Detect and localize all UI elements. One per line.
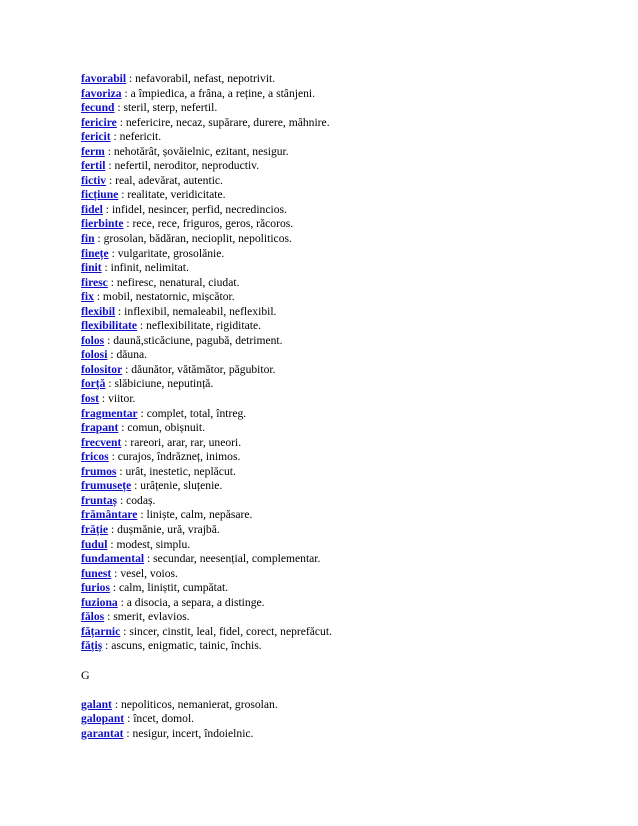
- entry-word-link[interactable]: fertil: [81, 159, 106, 173]
- entry-separator: :: [118, 421, 128, 435]
- entry-definition: infidel, nesincer, perfid, necredincios.: [111, 202, 287, 216]
- entry-definition: a împiedica, a frâna, a reține, a stânjeni.: [130, 86, 316, 100]
- entry-word-link[interactable]: fericit: [81, 130, 111, 144]
- entry-separator: :: [118, 188, 128, 202]
- dictionary-entry: [81, 523, 601, 538]
- dictionary-entry: [81, 392, 601, 407]
- entry-word-link[interactable]: ferm: [81, 144, 105, 158]
- entry-definition: nefericire, necaz, supărare, durere, mâhnire.: [125, 115, 330, 129]
- dictionary-entry: [81, 465, 601, 480]
- entry-separator: :: [109, 581, 120, 595]
- entry-word-link[interactable]: galopant: [81, 712, 125, 726]
- dictionary-entry: [81, 377, 601, 392]
- entry-separator: :: [121, 86, 131, 100]
- entry-separator: :: [123, 726, 133, 740]
- dictionary-entry: [81, 639, 601, 654]
- entry-word-link[interactable]: funest: [81, 566, 112, 580]
- dictionary-entry: [81, 290, 601, 305]
- entry-word-link[interactable]: fruntaș: [81, 493, 118, 507]
- entry-separator: :: [116, 115, 126, 129]
- entry-separator: :: [104, 610, 114, 624]
- entry-separator: :: [94, 232, 104, 246]
- entry-separator: :: [108, 450, 118, 464]
- entry-definition: viitor.: [108, 392, 136, 406]
- entry-definition: încet, domol.: [133, 712, 195, 726]
- entry-word-link[interactable]: fălos: [81, 610, 105, 624]
- dictionary-entry: [81, 217, 601, 232]
- dictionary-entry: [81, 276, 601, 291]
- entry-word-link[interactable]: fățiș: [81, 639, 103, 653]
- entry-separator: :: [107, 348, 117, 362]
- entry-word-link[interactable]: favoriza: [81, 86, 122, 100]
- entry-definition: comun, obișnuit.: [127, 421, 206, 435]
- entry-definition: realitate, veridicitate.: [127, 188, 226, 202]
- entry-definition: ascuns, enigmatic, tainic, închis.: [111, 639, 262, 653]
- dictionary-entry: [81, 72, 601, 87]
- entry-separator: :: [105, 377, 115, 391]
- entry-separator: :: [108, 246, 118, 260]
- entry-definition: nesigur, incert, îndoielnic.: [132, 726, 254, 740]
- dictionary-entry: [81, 203, 601, 218]
- dictionary-entry: [81, 261, 601, 276]
- entry-word-link[interactable]: fragmentar: [81, 406, 138, 420]
- entry-separator: :: [144, 552, 154, 566]
- entry-separator: :: [137, 508, 147, 522]
- entry-separator: :: [102, 202, 112, 216]
- entry-separator: :: [117, 493, 127, 507]
- dictionary-entry: [81, 581, 601, 596]
- entry-word-link[interactable]: ficțiune: [81, 188, 119, 202]
- entry-word-link[interactable]: forță: [81, 377, 106, 391]
- entry-separator: :: [99, 392, 109, 406]
- entry-word-link[interactable]: fidel: [81, 202, 103, 216]
- entry-separator: :: [104, 333, 114, 347]
- entry-separator: :: [123, 217, 133, 231]
- entry-word-link[interactable]: fundamental: [81, 552, 145, 566]
- section-g: [81, 698, 601, 742]
- entry-word-link[interactable]: fix: [81, 290, 94, 304]
- entry-word-link[interactable]: folos: [81, 333, 105, 347]
- entry-word-link[interactable]: frământare: [81, 508, 138, 522]
- entry-word-link[interactable]: favorabil: [81, 72, 127, 85]
- entry-word-link[interactable]: flexibilitate: [81, 319, 138, 333]
- entry-word-link[interactable]: frumos: [81, 464, 117, 478]
- dictionary-entry: [81, 174, 601, 189]
- dictionary-entry: [81, 421, 601, 436]
- dictionary-entry: [81, 610, 601, 625]
- section-letter-heading: G: [81, 668, 90, 683]
- entry-separator: :: [101, 261, 111, 275]
- entry-separator: :: [115, 304, 125, 318]
- entry-word-link[interactable]: folosi: [81, 348, 108, 362]
- entry-word-link[interactable]: frapant: [81, 421, 119, 435]
- entry-definition: sincer, cinstit, leal, fidel, corect, neprefăcut.: [129, 624, 332, 638]
- dictionary-entry: [81, 247, 601, 262]
- entry-definition: rece, rece, friguros, geros, răcoros.: [132, 217, 294, 231]
- dictionary-entry: [81, 145, 601, 160]
- dictionary-entry: [81, 698, 601, 713]
- entry-separator: :: [111, 697, 121, 711]
- entry-separator: :: [107, 537, 117, 551]
- entry-word-link[interactable]: frumusețe: [81, 479, 132, 493]
- entry-separator: :: [106, 173, 116, 187]
- entry-definition: dușmănie, ură, vrajbă.: [117, 522, 220, 536]
- entry-word-link[interactable]: fictiv: [81, 173, 107, 187]
- entry-word-link[interactable]: galant: [81, 697, 112, 711]
- entry-definition: inflexibil, nemaleabil, neflexibil.: [124, 304, 277, 318]
- entry-word-link[interactable]: frăție: [81, 522, 109, 536]
- entry-definition: mobil, nestatornic, mișcător.: [102, 290, 235, 304]
- section-f: [81, 72, 601, 654]
- entry-definition: nefertil, neroditor, neproductiv.: [114, 159, 260, 173]
- entry-separator: :: [107, 275, 117, 289]
- entry-definition: dăunător, vătămător, păgubitor.: [131, 362, 276, 376]
- entry-definition: secundar, neesențial, complementar.: [153, 552, 321, 566]
- entry-word-link[interactable]: flexibil: [81, 304, 116, 318]
- entry-word-link[interactable]: fricos: [81, 450, 109, 464]
- entry-separator: :: [117, 595, 127, 609]
- entry-definition: steril, sterp, nefertil.: [123, 101, 218, 115]
- dictionary-entry: [81, 348, 601, 363]
- entry-separator: :: [137, 406, 147, 420]
- entry-word-link[interactable]: finețe: [81, 246, 109, 260]
- entry-word-link[interactable]: finit: [81, 261, 102, 275]
- dictionary-entry: [81, 130, 601, 145]
- dictionary-entry: [81, 407, 601, 422]
- entry-word-link[interactable]: garantat: [81, 726, 124, 740]
- entry-definition: rareori, arar, rar, uneori.: [130, 435, 242, 449]
- entry-separator: :: [126, 72, 136, 85]
- entry-separator: :: [104, 144, 114, 158]
- entry-word-link[interactable]: fudul: [81, 537, 108, 551]
- dictionary-entry: [81, 479, 601, 494]
- dictionary-entry: [81, 508, 601, 523]
- entry-definition: slăbiciune, neputință.: [114, 377, 214, 391]
- dictionary-entry: [81, 334, 601, 349]
- entry-separator: :: [105, 159, 115, 173]
- dictionary-entry: [81, 552, 601, 567]
- entry-word-link[interactable]: fierbinte: [81, 217, 124, 231]
- dictionary-entry: [81, 567, 601, 582]
- entry-separator: :: [137, 319, 147, 333]
- dictionary-entry: [81, 450, 601, 465]
- entry-word-link[interactable]: folositor: [81, 362, 123, 376]
- entry-word-link[interactable]: fericire: [81, 115, 117, 129]
- dictionary-entry: [81, 188, 601, 203]
- entry-definition: modest, simplu.: [116, 537, 191, 551]
- entry-separator: :: [124, 712, 134, 726]
- dictionary-entry: [81, 436, 601, 451]
- entry-definition: infinit, nelimitat.: [110, 261, 189, 275]
- entry-definition: nefericit.: [119, 130, 162, 144]
- dictionary-entry: [81, 116, 601, 131]
- entry-definition: nefavorabil, nefast, nepotrivit.: [135, 72, 276, 85]
- entry-definition: liniște, calm, nepăsare.: [146, 508, 253, 522]
- entry-definition: urât, inestetic, neplăcut.: [125, 464, 236, 478]
- entry-definition: nefiresc, nenatural, ciudat.: [116, 275, 240, 289]
- entry-separator: :: [111, 566, 121, 580]
- dictionary-entry: [81, 538, 601, 553]
- antonym-list: [81, 72, 601, 741]
- entry-separator: :: [121, 435, 131, 449]
- entry-definition: vulgaritate, grosolănie.: [117, 246, 225, 260]
- entry-definition: nepoliticos, nemanierat, grosolan.: [120, 697, 278, 711]
- entry-separator: :: [102, 639, 112, 653]
- entry-definition: real, adevărat, autentic.: [115, 173, 223, 187]
- entry-separator: :: [108, 522, 118, 536]
- dictionary-entry: [81, 727, 601, 742]
- dictionary-entry: [81, 87, 601, 102]
- entry-word-link[interactable]: fost: [81, 392, 100, 406]
- dictionary-entry: [81, 101, 601, 116]
- entry-definition: grosolan, bădăran, necioplit, nepoliticos.: [103, 232, 292, 246]
- entry-word-link[interactable]: fățarnic: [81, 624, 121, 638]
- entry-word-link[interactable]: frecvent: [81, 435, 122, 449]
- entry-separator: :: [116, 464, 126, 478]
- entry-definition: urâțenie, sluțenie.: [140, 479, 223, 493]
- entry-word-link[interactable]: fuziona: [81, 595, 118, 609]
- entry-definition: nehotărât, șovăielnic, ezitant, nesigur.: [113, 144, 289, 158]
- dictionary-entry: [81, 319, 601, 334]
- entry-word-link[interactable]: fin: [81, 232, 95, 246]
- entry-definition: neflexibilitate, rigiditate.: [146, 319, 261, 333]
- entry-word-link[interactable]: furios: [81, 581, 110, 595]
- entry-separator: :: [122, 362, 132, 376]
- entry-definition: calm, liniștit, cumpătat.: [119, 581, 229, 595]
- entry-definition: vesel, voios.: [120, 566, 178, 580]
- dictionary-entry: [81, 232, 601, 247]
- entry-separator: :: [120, 624, 130, 638]
- entry-definition: dăuna.: [116, 348, 148, 362]
- entry-definition: daună,sticăciune, pagubă, detriment.: [113, 333, 283, 347]
- dictionary-entry: [81, 363, 601, 378]
- entry-separator: :: [131, 479, 141, 493]
- dictionary-entry: [81, 305, 601, 320]
- entry-word-link[interactable]: fecund: [81, 101, 115, 115]
- entry-definition: complet, total, întreg.: [146, 406, 247, 420]
- entry-separator: :: [114, 101, 124, 115]
- entry-separator: :: [93, 290, 103, 304]
- entry-word-link[interactable]: firesc: [81, 275, 108, 289]
- entry-definition: codaș.: [126, 493, 156, 507]
- entry-definition: a disocia, a separa, a distinge.: [126, 595, 265, 609]
- dictionary-entry: [81, 596, 601, 611]
- dictionary-entry: [81, 159, 601, 174]
- entry-definition: smerit, evlavios.: [113, 610, 190, 624]
- dictionary-entry: [81, 712, 601, 727]
- dictionary-entry: [81, 625, 601, 640]
- dictionary-entry: [81, 494, 601, 509]
- entry-definition: curajos, îndrăzneț, inimos.: [117, 450, 241, 464]
- entry-separator: :: [110, 130, 120, 144]
